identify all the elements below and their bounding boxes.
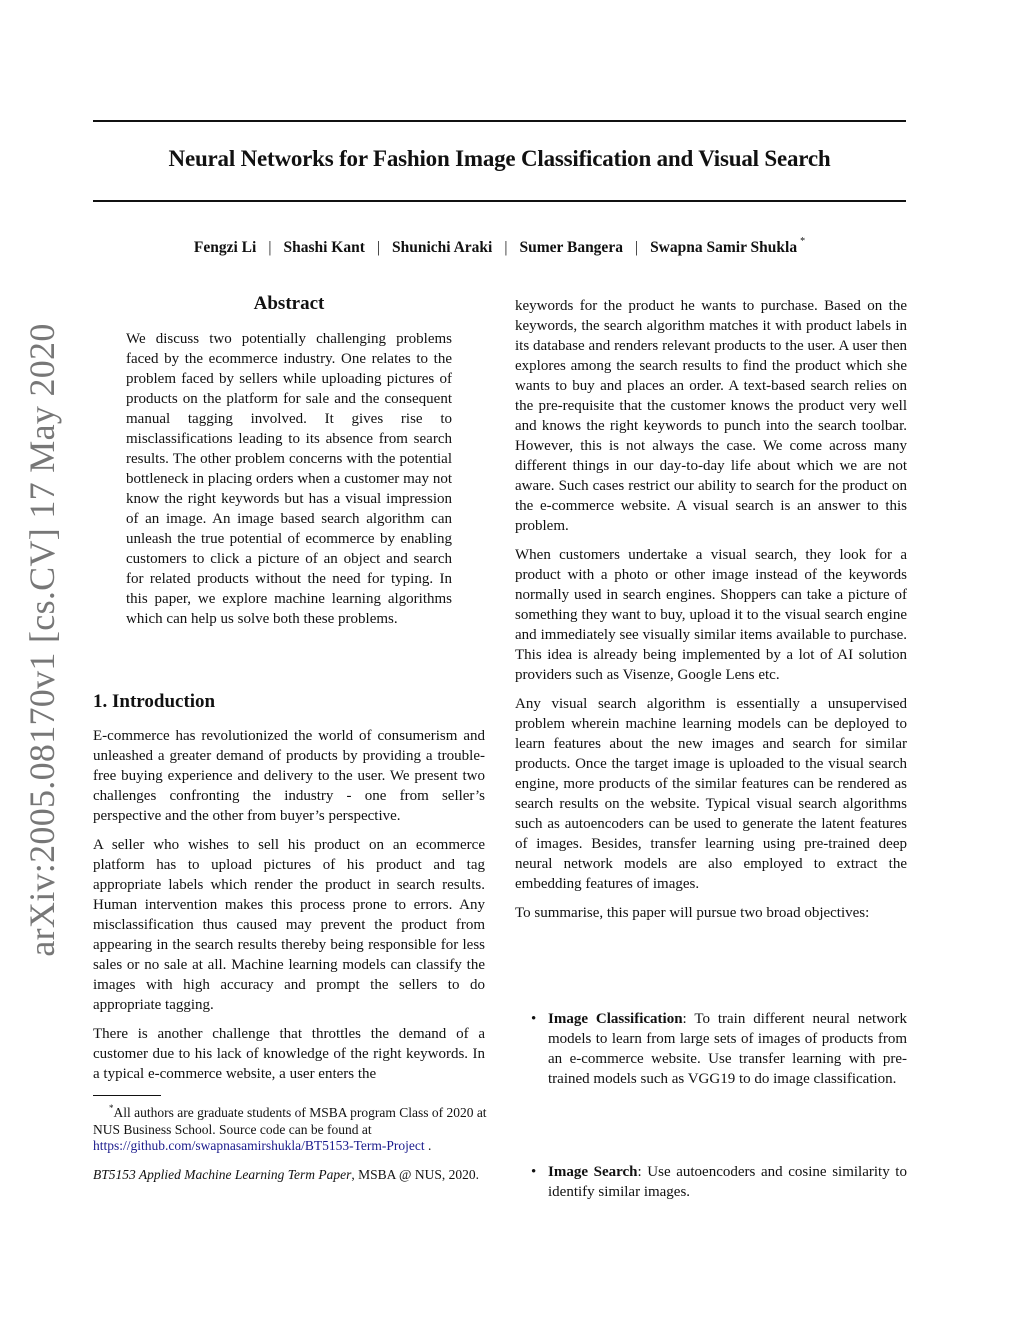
author-name: Fengzi Li xyxy=(193,239,257,256)
abstract-heading: Abstract xyxy=(253,293,325,314)
right-column-body xyxy=(515,296,907,923)
bullet-icon: • xyxy=(531,1011,537,1027)
footnote-rule xyxy=(93,1095,161,1096)
abstract-text: We discuss two potentially challenging problems faced by the ecommerce industry. One relates to the problem faced by sellers while uploading pictures of products on the platform for sale and the consequent manual tagging involved. It gives rise to misclassifications leading to its absence from search results. The other problem concerns with the potential bottleneck in placing orders when a customer may not know the right keywords but has a visual impression of an image. An image based search algorithm can unleash the true potential of ecommerce by enabling customers to click a picture of an object and search for related products without the need for typing. In this paper, we explore machine learning algorithms which can help us solve both these problems. xyxy=(126,331,452,627)
author-name: Shashi Kant xyxy=(283,239,365,256)
author-name: Swapna Samir Shukla xyxy=(650,239,798,256)
arxiv-side-label: arXiv:2005.08170v1 [cs.CV] 17 May 2020 xyxy=(22,323,62,957)
objective-term: Image Search xyxy=(548,1164,638,1180)
source-code-link[interactable]: https://github.com/swapnasamirshukla/BT5153-Term-Project xyxy=(93,1138,425,1153)
venue-title: BT5153 Applied Machine Learning Term Paper xyxy=(93,1167,352,1182)
objective-text: : Use autoencoders and cosine similarity to identify similar images. xyxy=(548,1164,907,1200)
intro-paragraph: E-commerce has revolutionized the world of consumerism and unleashed a greater demand of products by providing a trouble-free buying experience and delivery to the user. We present two challenges confronting the industry - one from seller’s perspective and the other from buyer’s perspective. xyxy=(93,728,485,824)
venue-note xyxy=(93,1167,488,1184)
intro-paragraph: A seller who wishes to sell his product on an ecommerce platform has to upload pictures of his product and tag appropriate labels which render the product in search results. Human intervention makes this process prone to errors. Any misclassification thus caused may prevent the product from appearing in the search results thereby being responsible for less sales or no sale at all. Machine learning models can classify the images with high accuracy and prompt the sellers to do appropriate tagging. xyxy=(93,837,485,1013)
body-paragraph: When customers undertake a visual search, they look for a product with a photo or other image instead of the keywords normally used in search engines. Shoppers can take a picture of something they want to buy, upload it to the visual search engine and immediately see visually similar items available to purchase. This idea is already being implemented by a lot of AI solution providers such as Visenze, Google Lens etc. xyxy=(515,547,907,683)
footnote-end: . xyxy=(424,1138,432,1153)
body-paragraph: To summarise, this paper will pursue two broad objectives: xyxy=(515,905,870,921)
introduction-heading: 1. Introduction xyxy=(93,691,216,712)
title-top-rule xyxy=(93,120,906,122)
author-separator: | xyxy=(634,239,639,256)
body-paragraph: Any visual search algorithm is essentially a unsupervised problem wherein machine learning models can be deployed to learn features about the new images and search for similar products. Once the target image is uploaded to the visual search engine, more products of the similar features can be rendered as search results on the website. Typical visual search algorithms such as autoencoders can be used to generate the latent features of images. Besides, transfer learning using pre-trained deep neural network models are also employed to extract the embedding features of images. xyxy=(515,696,907,892)
author-separator: | xyxy=(504,239,508,256)
author-separator: | xyxy=(268,239,272,256)
footnote-text: All authors are graduate students of MSBA program Class of 2020 at NUS Business School. Source code can be found at xyxy=(93,1105,487,1137)
venue-rest: , MSBA @ NUS, 2020. xyxy=(351,1167,479,1182)
author-name: Sumer Bangera xyxy=(519,239,623,256)
author-separator: | xyxy=(376,239,380,256)
intro-paragraph: There is another challenge that throttles the demand of a customer due to his lack of knowledge of the right keywords. In a typical e-commerce website, a user enters the xyxy=(93,1026,485,1082)
objective-text: : To train different neural network models to learn from large sets of images of products from an e-commerce website. Use transfer learning with pre-trained models such as VGG19 to do image classification. xyxy=(548,1011,907,1087)
author-footnote-mark: * xyxy=(800,236,806,247)
objective-term: Image Classification xyxy=(548,1011,683,1027)
paper-title: Neural Networks for Fashion Image Classification and Visual Search xyxy=(168,146,831,171)
objective-item xyxy=(531,1009,907,1089)
objective-item xyxy=(531,1162,907,1202)
footnote xyxy=(93,1100,488,1155)
author-list xyxy=(93,236,906,257)
left-column-body xyxy=(93,726,485,1084)
body-paragraph: keywords for the product he wants to purchase. Based on the keywords, the search algorithm matches it with product labels in its database and renders relevant products to the user. A user then explores among the search results to find the product which she wants to buy and places an order. A text-based search relies on the pre-requisite that the customer knows the product very well and knows the right keywords to punch into the search toolbar. However, this is not always the case. We come across many different things in our day-to-day life about which we are not aware. Such cases restrict our ability to search for the product on the e-commerce website. A visual search is an answer to this problem. xyxy=(515,298,907,534)
footnote-mark: * xyxy=(109,1103,114,1113)
author-name: Shunichi Araki xyxy=(391,239,493,256)
bullet-icon: • xyxy=(531,1164,537,1180)
title-bottom-rule xyxy=(93,200,906,202)
